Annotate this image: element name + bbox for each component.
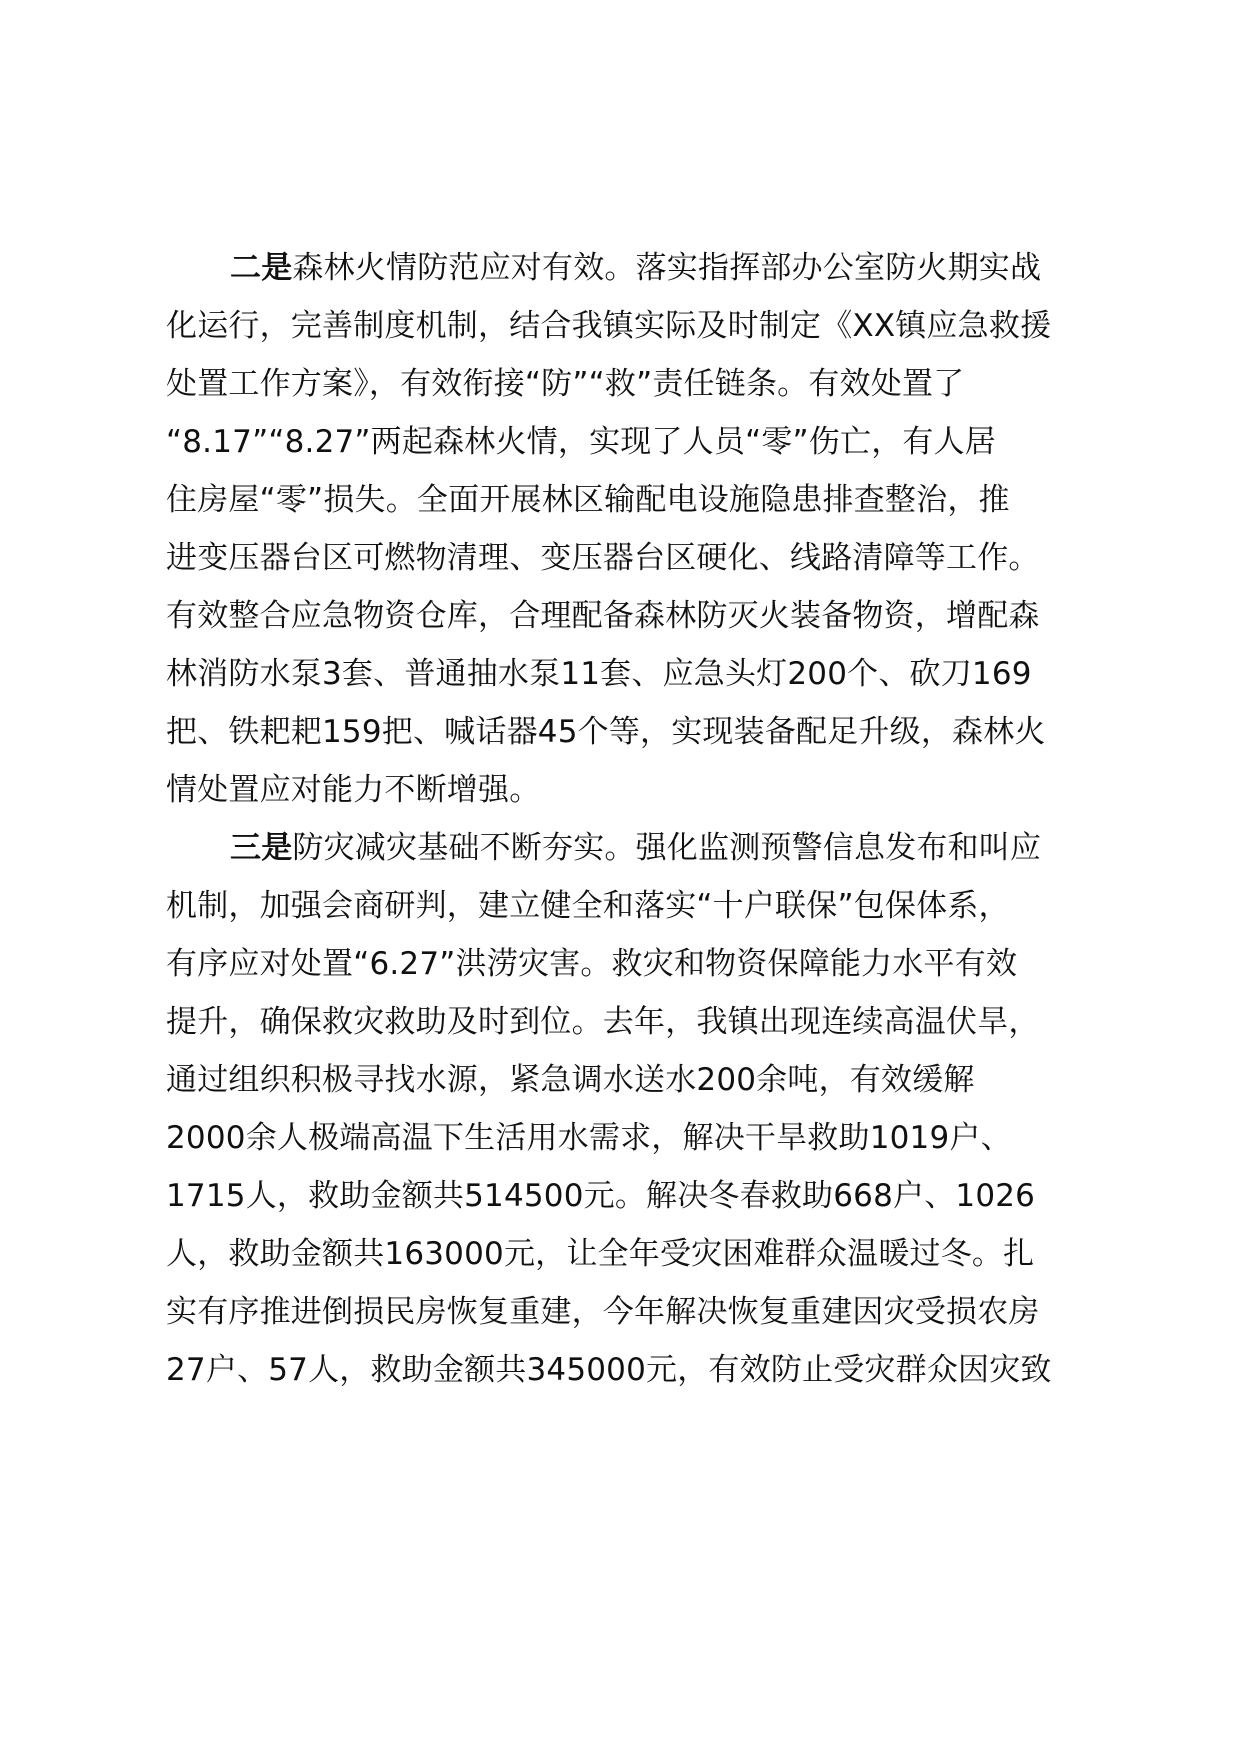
paragraph-3-line-5: 通过组织积极寻找水源，紧急调水送水200余吨，有效缓解 — [166, 1062, 975, 1098]
paragraph-2-line-7: 有效整合应急物资仓库，合理配备森林防灭火装备物资，增配森 — [166, 598, 1040, 634]
paragraph-2-lead: 二是 — [230, 250, 293, 286]
paragraph-2-text: 森林火情防范应对有效。落实指挥部办公室防火期实战 — [292, 250, 1042, 286]
paragraph-3-line-1 — [230, 816, 1041, 880]
paragraph-2-line-2: 化运行，完善制度机制，结合我镇实际及时制定《XX镇应急救援 — [166, 308, 1052, 344]
paragraph-3-line-3: 有序应对处置“6.27”洪涝灾害。救灾和物资保障能力水平有效 — [166, 946, 1018, 982]
paragraph-2-line-4: “8.17”“8.27”两起森林火情，实现了人员“零”伤亡，有人居 — [166, 424, 997, 460]
paragraph-3-line-2: 机制，加强会商研判，建立健全和落实“十户联保”包保体系， — [166, 888, 1010, 924]
paragraph-2-line-10: 情处置应对能力不断增强。 — [166, 772, 541, 808]
paragraph-3-line-6: 2000余人极端高温下生活用水需求，解决干旱救助1019户、 — [166, 1120, 1012, 1156]
paragraph-2-line-3: 处置工作方案》，有效衔接“防”“救”责任链条。有效处置了 — [166, 366, 965, 402]
paragraph-3-lead: 三是 — [230, 830, 293, 866]
paragraph-2-line-1 — [230, 236, 1041, 300]
paragraph-3-line-8: 人，救助金额共163000元，让全年受灾困难群众温暖过冬。扎 — [166, 1236, 1035, 1272]
paragraph-3-line-9: 实有序推进倒损民房恢复重建，今年解决恢复重建因灾受损农房 — [166, 1294, 1040, 1330]
paragraph-2-line-8: 林消防水泵3套、普通抽水泵11套、应急头灯200个、砍刀169 — [166, 656, 1032, 692]
paragraph-3-text: 防灾减灾基础不断夯实。强化监测预警信息发布和叫应 — [292, 830, 1042, 866]
paragraph-3-line-10: 27户、57人，救助金额共345000元，有效防止受灾群众因灾致 — [166, 1352, 1052, 1388]
paragraph-3-line-7: 1715人，救助金额共514500元。解决冬春救助668户、1026 — [166, 1178, 1036, 1214]
paragraph-2-line-5: 住房屋“零”损失。全面开展林区输配电设施隐患排查整治，推 — [166, 482, 1010, 518]
paragraph-2-line-9: 把、铁耙耙159把、喊话器45个等，实现装备配足升级，森林火 — [166, 714, 1046, 750]
paragraph-2-line-6: 进变压器台区可燃物清理、变压器台区硬化、线路清障等工作。 — [166, 540, 1040, 576]
paragraph-3-line-4: 提升，确保救灾救助及时到位。去年，我镇出现连续高温伏旱， — [166, 1004, 1040, 1040]
